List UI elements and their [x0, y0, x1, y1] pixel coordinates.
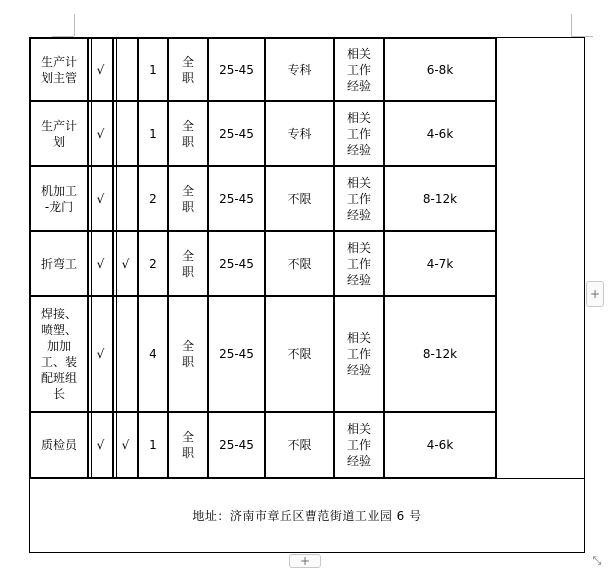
- headcount-cell[interactable]: 4: [149, 347, 157, 361]
- check-mark-cell[interactable]: √: [96, 256, 105, 271]
- employment-type-cell[interactable]: 全 职: [181, 248, 194, 279]
- experience-cell[interactable]: 相关 工作 经验: [346, 175, 371, 222]
- salary-cell[interactable]: 4-7k: [426, 256, 454, 271]
- address-text: 地址：济南市章丘区曹范街道工业园 6 号: [192, 508, 422, 523]
- job-title-cell[interactable]: 折弯工: [40, 256, 77, 271]
- employment-type-cell[interactable]: 全 职: [181, 183, 194, 214]
- table-frame-line: [29, 552, 585, 553]
- age-range-cell[interactable]: 25-45: [219, 126, 254, 141]
- salary-cell[interactable]: 4-6k: [426, 126, 454, 141]
- plus-icon: +: [299, 554, 311, 568]
- table-grid-line: [29, 37, 31, 479]
- job-title-cell[interactable]: 焊接、 喷塑、 加加 工、装 配班组 长: [40, 307, 77, 401]
- education-cell[interactable]: 不限: [287, 347, 312, 361]
- plus-icon: +: [589, 287, 601, 301]
- education-cell[interactable]: 专科: [287, 62, 312, 77]
- check-mark-cell[interactable]: √: [96, 438, 105, 452]
- age-range-cell[interactable]: 25-45: [219, 256, 254, 271]
- add-column-button[interactable]: [586, 281, 604, 307]
- experience-cell[interactable]: 相关 工作 经验: [346, 422, 371, 468]
- table-grid-line: [495, 37, 497, 479]
- headcount-cell[interactable]: 2: [149, 191, 157, 206]
- education-cell[interactable]: 不限: [287, 191, 312, 206]
- job-title-cell[interactable]: 机加工 -龙门: [40, 183, 77, 214]
- education-cell[interactable]: 不限: [287, 438, 312, 452]
- table-resize-icon[interactable]: ⤡: [592, 554, 602, 567]
- age-range-cell[interactable]: 25-45: [219, 438, 254, 452]
- table-grid-line: [207, 37, 209, 479]
- table-grid-line: [30, 100, 496, 102]
- check-mark-cell[interactable]: √: [96, 126, 105, 141]
- employment-type-cell[interactable]: 全 职: [181, 54, 194, 85]
- salary-cell[interactable]: 6-8k: [426, 62, 454, 77]
- table-grid-line: [91, 37, 92, 479]
- table-grid-line: [383, 37, 385, 479]
- check-mark-cell[interactable]: √: [96, 62, 105, 77]
- check-mark-cell[interactable]: √: [121, 256, 130, 271]
- check-mark-cell[interactable]: √: [96, 191, 105, 206]
- age-range-cell[interactable]: 25-45: [219, 191, 254, 206]
- table-grid-line: [264, 37, 266, 479]
- headcount-cell[interactable]: 2: [149, 256, 157, 271]
- experience-cell[interactable]: 相关 工作 经验: [346, 240, 371, 287]
- check-mark-cell[interactable]: √: [121, 438, 130, 452]
- education-cell[interactable]: 不限: [287, 256, 312, 271]
- table-frame-line: [496, 37, 584, 38]
- age-range-cell[interactable]: 25-45: [219, 62, 254, 77]
- education-cell[interactable]: 专科: [287, 126, 312, 141]
- page-corner-guide: [74, 14, 75, 36]
- experience-cell[interactable]: 相关 工作 经验: [346, 331, 371, 377]
- salary-cell[interactable]: 4-6k: [426, 438, 454, 452]
- table-grid-line: [112, 37, 114, 479]
- page-corner-guide: [571, 14, 572, 36]
- table-grid-line: [116, 37, 117, 479]
- employment-type-cell[interactable]: 全 职: [181, 339, 194, 369]
- check-mark-cell[interactable]: √: [96, 347, 105, 361]
- salary-cell[interactable]: 8-12k: [422, 347, 458, 361]
- headcount-cell[interactable]: 1: [149, 62, 157, 77]
- table-grid-line: [333, 37, 335, 479]
- table-grid-line: [30, 411, 496, 413]
- table-grid-line: [30, 230, 496, 232]
- table-frame-line: [584, 37, 585, 553]
- headcount-cell[interactable]: 1: [149, 126, 157, 141]
- job-title-cell[interactable]: 质检员: [40, 438, 77, 452]
- employment-type-cell[interactable]: 全 职: [181, 118, 194, 149]
- table-grid-line: [30, 37, 496, 39]
- table-grid-line: [137, 37, 139, 479]
- add-row-button[interactable]: [289, 554, 321, 568]
- age-range-cell[interactable]: 25-45: [219, 347, 254, 361]
- table-grid-line: [30, 165, 496, 167]
- table-grid-line: [87, 37, 89, 479]
- headcount-cell[interactable]: 1: [149, 438, 157, 452]
- experience-cell[interactable]: 相关 工作 经验: [346, 46, 371, 93]
- employment-type-cell[interactable]: 全 职: [181, 430, 194, 460]
- salary-cell[interactable]: 8-12k: [422, 191, 458, 206]
- job-title-cell[interactable]: 生产计 划: [40, 118, 77, 149]
- job-title-cell[interactable]: 生产计 划主管: [40, 54, 77, 85]
- table-grid-line: [30, 295, 496, 297]
- experience-cell[interactable]: 相关 工作 经验: [346, 110, 371, 157]
- table-grid-line: [167, 37, 169, 479]
